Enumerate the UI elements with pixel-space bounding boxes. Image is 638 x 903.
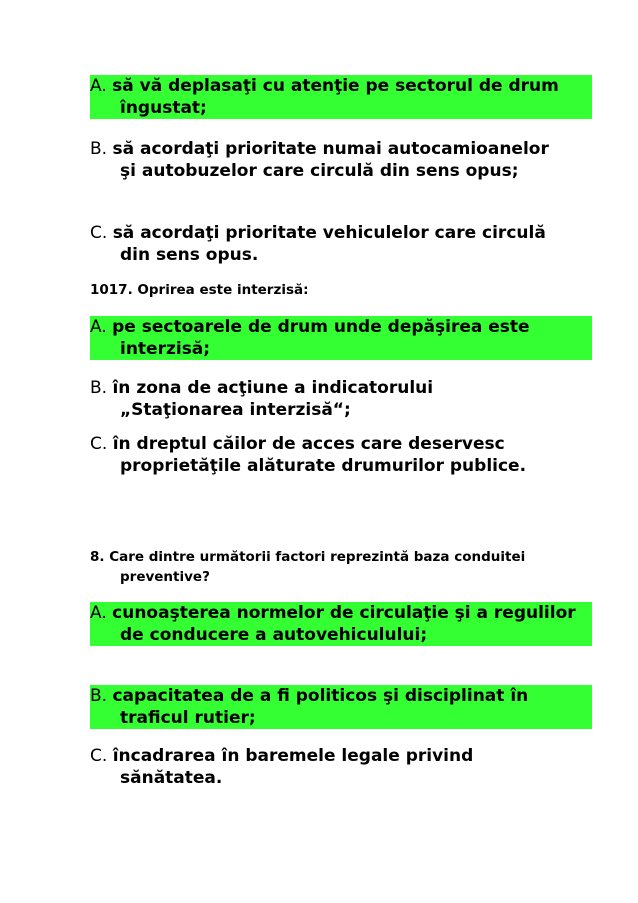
answer-c (90, 433, 560, 477)
answer-text: pe sectoarele de drum unde depăşirea este interzisă; (112, 317, 530, 359)
question-title: 8. Care dintre următorii factori reprezintă baza conduitei preventive? (90, 549, 526, 585)
answer-letter: C. (90, 434, 108, 454)
answer-c (90, 222, 560, 266)
answer-letter: C. (90, 746, 108, 766)
question-title: 1017. Oprirea este interzisă: (90, 282, 309, 298)
answer-text: capacitatea de a fi politicos şi disciplinat în traficul rutier; (112, 686, 529, 728)
answer-text: să acordaţi prioritate numai autocamioanelor şi autobuzelor care circulă din sens opus; (112, 139, 549, 181)
answer-letter: A. (90, 317, 107, 337)
answer-letter: B. (90, 378, 108, 398)
answer-a (90, 316, 592, 360)
answer-a (90, 602, 592, 646)
answer-text: să acordaţi prioritate vehiculelor care circulă din sens opus. (112, 223, 546, 265)
answer-letter: A. (90, 603, 107, 623)
answer-text: să vă deplasaţi cu atenţie pe sectorul de drum îngustat; (112, 76, 559, 118)
answer-letter: B. (90, 139, 108, 159)
answer-b (90, 377, 560, 421)
answer-text: în dreptul căilor de acces care deservesc proprietăţile alăturate drumurilor publice. (112, 434, 527, 476)
answer-text: încadrarea în baremele legale privind sănătatea. (112, 746, 474, 788)
answer-letter: C. (90, 223, 108, 243)
answer-letter: A. (90, 76, 107, 96)
answer-text: cunoaşterea normelor de circulaţie şi a regulilor de conducere a autovehiculului; (112, 603, 576, 645)
answer-letter: B. (90, 686, 108, 706)
answer-b (90, 138, 560, 182)
answer-c (90, 745, 560, 789)
answer-text: în zona de acţiune a indicatorului „Staţionarea interzisă“; (112, 378, 434, 420)
answer-b (90, 685, 592, 729)
answer-a (90, 75, 592, 119)
